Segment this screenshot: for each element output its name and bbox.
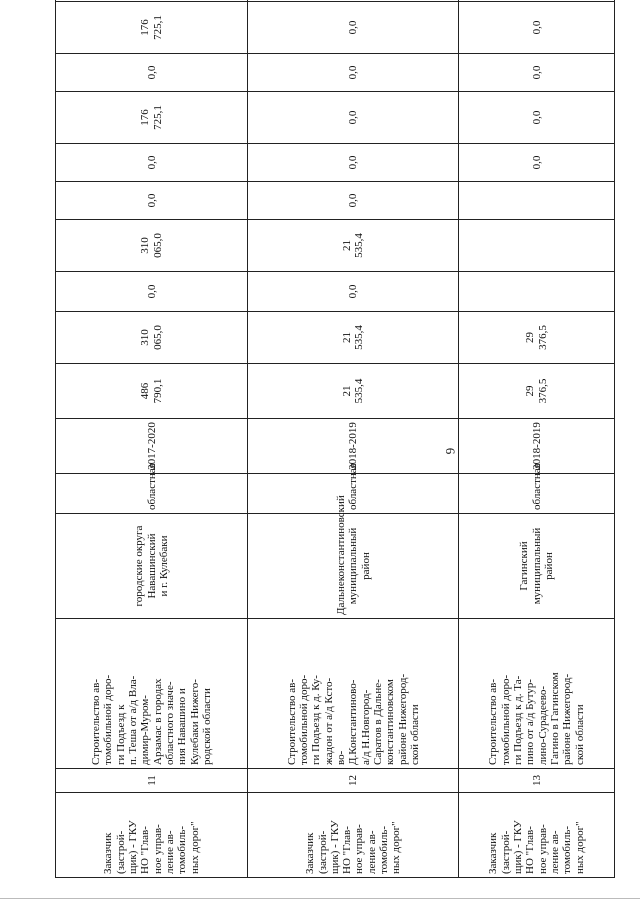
scan-edge-line — [0, 898, 640, 899]
period-cell: 2018-2019 — [459, 419, 615, 474]
district-cell: Дальнеконстантиновский муниципальный район — [248, 514, 459, 619]
district-cell: Гагинский муниципальный район — [459, 514, 615, 619]
value-cell: 21 535,4 — [248, 220, 459, 272]
value-cell: 0,0 — [248, 54, 459, 92]
value-cell: 0,0 — [248, 182, 459, 220]
object-name-cell: Строительство ав- томобильной доро- ги Подъезд к д. Та- пино от а/д Бутур- лино-Сурадеево- Гагино в Гагинском районе Нижегород- ской области — [459, 619, 615, 769]
value-cell: 176 725,1 — [56, 92, 248, 144]
customer-cell: Заказчик (застрой- щик) - ГКУ НО "Глав- ное управ- ление ав- томобиль- ных дорог" — [459, 793, 615, 878]
value-cell: 29 376,5 — [459, 312, 615, 364]
value-cell: 310 065,0 — [56, 220, 248, 272]
value-cell: 0,0 — [248, 2, 459, 54]
value-cell: 310 065,0 — [56, 312, 248, 364]
budget-cell: областная — [248, 474, 459, 514]
value-cell: 0,0 — [248, 272, 459, 312]
row-number-cell: 11 — [56, 769, 248, 793]
investment-table — [55, 0, 615, 878]
value-cell: 0,0 — [459, 92, 615, 144]
period-cell: 2018-2019 — [248, 419, 459, 474]
value-cell: 176 725,1 — [56, 2, 248, 54]
row-number-cell: 12 — [248, 769, 459, 793]
period-cell: 2017-2020 — [56, 419, 248, 474]
value-cell: 21 535,4 — [248, 312, 459, 364]
value-cell: 0,0 — [56, 272, 248, 312]
value-cell: 0,0 — [459, 54, 615, 92]
value-cell — [459, 0, 615, 2]
budget-cell: областная — [459, 474, 615, 514]
page-number: 6 — [443, 447, 458, 455]
object-name-cell: Строительство ав- томобильной доро- ги Подъезд к п. Теша от а/д Вла- димир-Муром- Арзамас в городах областного значе- ния Навашино и Кулебаки Нижего- родской области — [56, 619, 248, 769]
value-cell — [459, 272, 615, 312]
value-cell: 0,0 — [56, 54, 248, 92]
rotated-page — [55, 15, 615, 878]
table-row — [248, 0, 459, 878]
customer-cell: Заказчик (застрой- щик) - ГКУ НО "Глав- ное управ- ление ав- томобиль- ных дорог" — [56, 793, 248, 878]
value-cell: 0,0 — [459, 2, 615, 54]
value-cell — [56, 0, 248, 2]
value-cell: 0,0 — [459, 144, 615, 182]
district-cell: городские округа Навашинский и г. Кулебаки — [56, 514, 248, 619]
table-row — [459, 0, 615, 878]
value-cell: 0,0 — [56, 182, 248, 220]
value-cell: 29 376,5 — [459, 364, 615, 419]
table-row — [56, 0, 248, 878]
customer-cell: Заказчик (застрой- щик) - ГКУ НО "Глав- ное управ- ление ав- томобиль- ных дорог" — [248, 793, 459, 878]
row-number-cell: 13 — [459, 769, 615, 793]
value-cell — [248, 0, 459, 2]
value-cell: 0,0 — [248, 92, 459, 144]
value-cell — [459, 182, 615, 220]
value-cell: 0,0 — [56, 144, 248, 182]
value-cell — [459, 220, 615, 272]
value-cell: 21 535,4 — [248, 364, 459, 419]
object-name-cell: Строительство ав- томобильной доро- ги Подъезд к д. Ку- жадон от а/д Ксто- во- Д.Константиново- а/д Н.Новгород- Саратов в Дальне- константиновском районе Нижегород- ской области — [248, 619, 459, 769]
budget-cell: областная — [56, 474, 248, 514]
value-cell: 486 790,1 — [56, 364, 248, 419]
value-cell: 0,0 — [248, 144, 459, 182]
